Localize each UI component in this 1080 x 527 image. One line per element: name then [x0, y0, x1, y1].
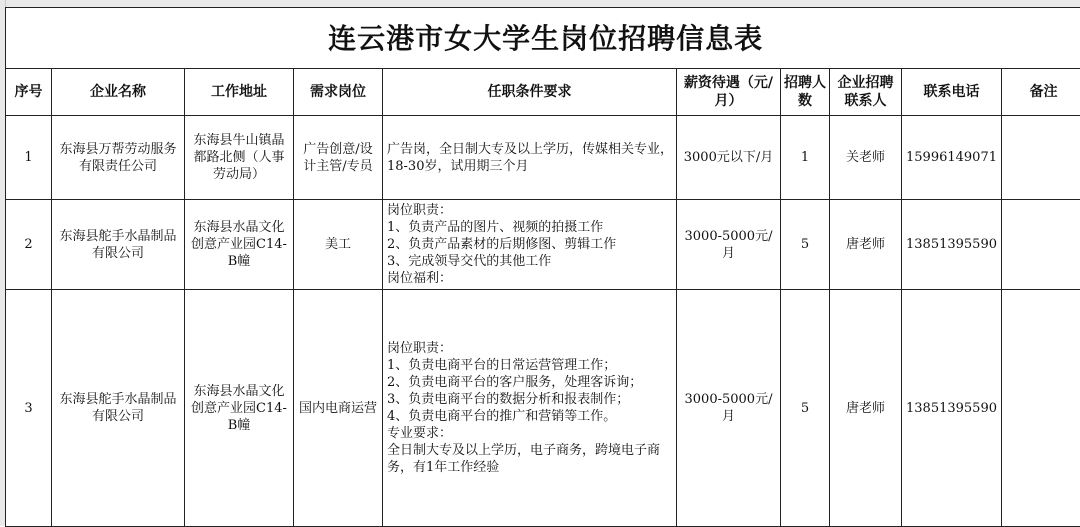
cell-address[interactable]: 东海县水晶文化创意产业园C14-B幢	[185, 200, 294, 290]
cell-seq[interactable]: 2	[6, 200, 52, 290]
recruitment-table	[5, 7, 1080, 527]
cell-position[interactable]: 国内电商运营	[294, 290, 383, 527]
cell-count[interactable]: 5	[781, 290, 830, 527]
cell-contact[interactable]: 唐老师	[830, 290, 902, 527]
header-contact: 企业招聘联系人	[830, 69, 902, 116]
cell-address[interactable]: 东海县牛山镇晶都路北侧（人事劳动局）	[185, 116, 294, 200]
header-salary: 薪资待遇（元/月）	[677, 69, 781, 116]
cell-salary[interactable]: 3000-5000元/月	[677, 290, 781, 527]
table-row	[6, 116, 1080, 200]
cell-note[interactable]	[1002, 290, 1080, 527]
cell-note[interactable]	[1002, 200, 1080, 290]
cell-position[interactable]: 广告创意/设计主管/专员	[294, 116, 383, 200]
cell-seq[interactable]: 3	[6, 290, 52, 527]
cell-phone[interactable]: 13851395590	[902, 290, 1002, 527]
cell-seq[interactable]: 1	[6, 116, 52, 200]
cell-note[interactable]	[1002, 116, 1080, 200]
cell-company[interactable]: 东海县舵手水晶制品有限公司	[52, 200, 185, 290]
cell-salary[interactable]: 3000-5000元/月	[677, 200, 781, 290]
cell-requirements[interactable]: 广告岗，全日制大专及以上学历，传媒相关专业，18-30岁，试用期三个月	[383, 116, 677, 200]
header-count: 招聘人数	[781, 69, 830, 116]
header-phone: 联系电话	[902, 69, 1002, 116]
header-row	[6, 69, 1080, 116]
cell-phone[interactable]: 15996149071	[902, 116, 1002, 200]
cell-phone[interactable]: 13851395590	[902, 200, 1002, 290]
cell-contact[interactable]: 唐老师	[830, 200, 902, 290]
table-row	[6, 200, 1080, 290]
header-address: 工作地址	[185, 69, 294, 116]
spreadsheet	[5, 7, 1080, 526]
header-company: 企业名称	[52, 69, 185, 116]
table-row	[6, 290, 1080, 527]
cell-requirements[interactable]: 岗位职责： 1、负责产品的图片、视频的拍摄工作 2、负责产品素材的后期修图、剪辑工作 3、完成领导交代的其他工作 岗位福利：	[383, 200, 677, 290]
cell-company[interactable]: 东海县万帮劳动服务有限责任公司	[52, 116, 185, 200]
cell-count[interactable]: 1	[781, 116, 830, 200]
header-seq: 序号	[6, 69, 52, 116]
table-title: 连云港市女大学生岗位招聘信息表	[6, 8, 1080, 69]
cell-contact[interactable]: 关老师	[830, 116, 902, 200]
cell-address[interactable]: 东海县水晶文化创意产业园C14-B幢	[185, 290, 294, 527]
cell-company[interactable]: 东海县舵手水晶制品有限公司	[52, 290, 185, 527]
header-note: 备注	[1002, 69, 1080, 116]
header-requirements: 任职条件要求	[383, 69, 677, 116]
cell-salary[interactable]: 3000元以下/月	[677, 116, 781, 200]
cell-requirements[interactable]: 岗位职责： 1、负责电商平台的日常运营管理工作； 2、负责电商平台的客户服务，处理客诉询； 3、负责电商平台的数据分析和报表制作； 4、负责电商平台的推广和营销等工作。 专业要求： 全日制大专及以上学历，电子商务，跨境电子商务，有1年工作经验	[383, 290, 677, 527]
cell-position[interactable]: 美工	[294, 200, 383, 290]
header-position: 需求岗位	[294, 69, 383, 116]
cell-count[interactable]: 5	[781, 200, 830, 290]
